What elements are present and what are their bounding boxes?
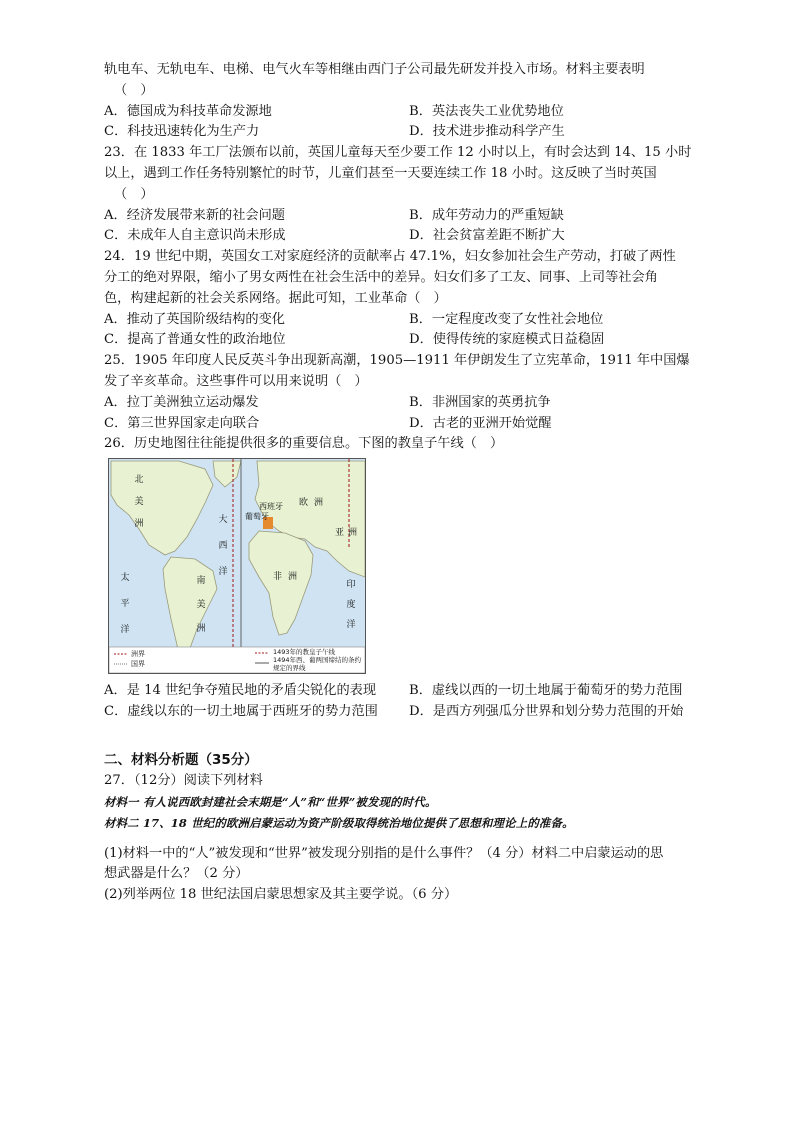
legend-treaty-label-1: 1494年西、葡两国缔结的条约 xyxy=(273,656,362,665)
q26-option-c[interactable]: C．虚线以东的一切土地属于西班牙的势力范围 xyxy=(104,703,378,719)
label-atl-1: 大 xyxy=(218,515,228,526)
label-ind-1: 印 xyxy=(346,580,356,591)
q23-line2: 以上，遇到工作任务特别繁忙的时节，儿童们甚至一天要连续工作 18 小时。这反映了当时英国 xyxy=(104,165,657,181)
label-ind-3: 洋 xyxy=(346,620,356,631)
label-asia: 亚洲 xyxy=(335,528,362,539)
label-na-3: 洲 xyxy=(134,519,144,530)
label-sa-1: 南 xyxy=(196,576,206,587)
q25-option-c[interactable]: C．第三世界国家走向联合 xyxy=(104,415,260,431)
q23-options-row2 xyxy=(104,226,704,247)
material-1: 材料一 有人说西欧封建社会末期是“人”和“世界”被发现的时代。 xyxy=(104,794,437,809)
section-title: 二、材料分析题（35分） xyxy=(104,751,258,768)
label-south-america xyxy=(195,569,207,641)
q25-line2: 发了辛亥革命。这些事件可以用来说明（ ） xyxy=(104,373,368,389)
label-africa: 非洲 xyxy=(273,572,304,583)
legend-treaty-label-2: 规定的界线 xyxy=(273,664,306,673)
q22-option-b[interactable]: B．英法丧失工业优势地位 xyxy=(409,103,564,119)
legend-continent-label: 洲界 xyxy=(131,650,145,659)
world-map-svg xyxy=(109,459,365,673)
label-atlantic xyxy=(217,507,229,585)
q23-paren: （ ） xyxy=(114,186,154,202)
legend-border-label: 国界 xyxy=(131,660,145,669)
q23-option-b[interactable]: B．成年劳动力的严重短缺 xyxy=(409,207,564,223)
label-atl-2: 西 xyxy=(218,541,228,552)
q22-options-row2 xyxy=(104,122,704,143)
label-pac-1: 太 xyxy=(120,573,130,584)
q26-line1: 26．历史地图往往能提供很多的重要信息。下图的教皇子午线（ ） xyxy=(104,436,504,452)
legend-right xyxy=(273,648,361,672)
q24-line3: 色，构建起新的社会关系网络。据此可知，工业革命（ ） xyxy=(104,290,447,306)
q22-option-c[interactable]: C．科技迅速转化为生产力 xyxy=(104,124,260,140)
q24-line2: 分工的绝对界限，缩小了男女两性在社会生活中的差异。妇女们多了工友、同事、上司等社会角 xyxy=(104,269,658,285)
label-na-2: 美 xyxy=(134,497,144,508)
q25-options-row1 xyxy=(104,393,704,414)
q23-line1: 23．在 1833 年工厂法颁布以前，英国儿童每天至少要工作 12 小时以上，有时会达到 14、15 小时 xyxy=(104,145,692,161)
legend-meridian-label: 1493年的教皇子午线 xyxy=(273,648,336,657)
label-europe: 欧洲 xyxy=(299,498,330,509)
q22-text: 轨电车、无轨电车、电梯、电气火车等相继由西门子公司最先研发并投入市场。材料主要表明 xyxy=(104,62,645,77)
q24-option-b[interactable]: B．一定程度改变了女性社会地位 xyxy=(409,311,604,327)
q23-option-a[interactable]: A．经济发展带来新的社会问题 xyxy=(104,207,285,223)
q26-option-a[interactable]: A．是 14 世纪争夺殖民地的矛盾尖锐化的表现 xyxy=(104,683,377,699)
q24-option-c[interactable]: C．提高了普通女性的政治地位 xyxy=(104,332,286,348)
q23-option-c[interactable]: C．未成年人自主意识尚未形成 xyxy=(104,228,286,244)
q25-line1: 25．1905 年印度人民反英斗争出现新高潮，1905—1911 年伊朗发生了立宪革命，1911 年中国爆 xyxy=(104,353,690,369)
world-map-figure xyxy=(108,458,366,674)
q26-option-b[interactable]: B．虚线以西的一切土地属于葡萄牙的势力范围 xyxy=(409,683,683,699)
label-ind-2: 度 xyxy=(346,600,356,611)
exam-page xyxy=(104,60,704,906)
label-portugal: 葡萄牙 xyxy=(245,512,269,522)
q23-option-d[interactable]: D．社会贫富差距不断扩大 xyxy=(409,228,565,244)
label-spain: 西班牙 xyxy=(259,502,283,512)
q22-option-d[interactable]: D．技术进步推动科学产生 xyxy=(409,124,565,140)
q24-line1: 24．19 世纪中期，英国女工对家庭经济的贡献率占 47.1%，妇女参加社会生产劳动，打破了两性 xyxy=(104,249,676,265)
label-north-america xyxy=(133,469,145,535)
spacer xyxy=(104,834,704,844)
material-2: 材料二 17、18 世纪的欧洲启蒙运动为资产阶级取得统治地位提供了思想和理论上的准备。 xyxy=(104,815,574,830)
q22-option-a[interactable]: A．德国成为科技革命发源地 xyxy=(104,103,272,119)
label-sa-2: 美 xyxy=(196,600,206,611)
q26-options-row1 xyxy=(104,681,704,702)
q25-option-a[interactable]: A．拉丁美洲独立运动爆发 xyxy=(104,394,259,410)
q24-options-row1 xyxy=(104,310,704,331)
q26-options-row2 xyxy=(104,702,704,723)
q22-paren: （ ） xyxy=(114,82,154,98)
q27-sub1-line2: 想武器是什么？（2 分） xyxy=(104,866,249,882)
q27-sub2: (2)列举两位 18 世纪法国启蒙思想家及其主要学说。（6 分） xyxy=(104,887,458,903)
q25-option-b[interactable]: B．非洲国家的英勇抗争 xyxy=(409,394,551,410)
label-pac-3: 洋 xyxy=(120,625,130,636)
q24-options-row2 xyxy=(104,330,704,351)
label-pac-2: 平 xyxy=(120,599,130,610)
label-atl-3: 洋 xyxy=(218,567,228,578)
q25-options-row2 xyxy=(104,414,704,435)
label-pacific xyxy=(119,565,131,643)
q24-option-d[interactable]: D．使得传统的家庭模式日益稳固 xyxy=(409,332,605,348)
q27-sub1-line1: (1)材料一中的“人”被发现和“世界”被发现分别指的是什么事件？（4 分）材料二中启蒙运动的思 xyxy=(104,845,664,861)
q24-option-a[interactable]: A．推动了英国阶级结构的变化 xyxy=(104,311,285,327)
legend-left xyxy=(131,649,145,669)
q27-heading: 27．（12分）阅读下列材料 xyxy=(104,772,263,788)
label-sa-3: 洲 xyxy=(196,624,206,635)
q25-option-d[interactable]: D．古老的亚洲开始觉醒 xyxy=(409,415,552,431)
q23-options-row1 xyxy=(104,206,704,227)
q22-options-row1 xyxy=(104,102,704,123)
label-na-1: 北 xyxy=(134,475,144,486)
label-indian-ocean xyxy=(345,575,357,635)
q26-option-d[interactable]: D．是西方列强瓜分世界和划分势力范围的开始 xyxy=(409,703,684,719)
